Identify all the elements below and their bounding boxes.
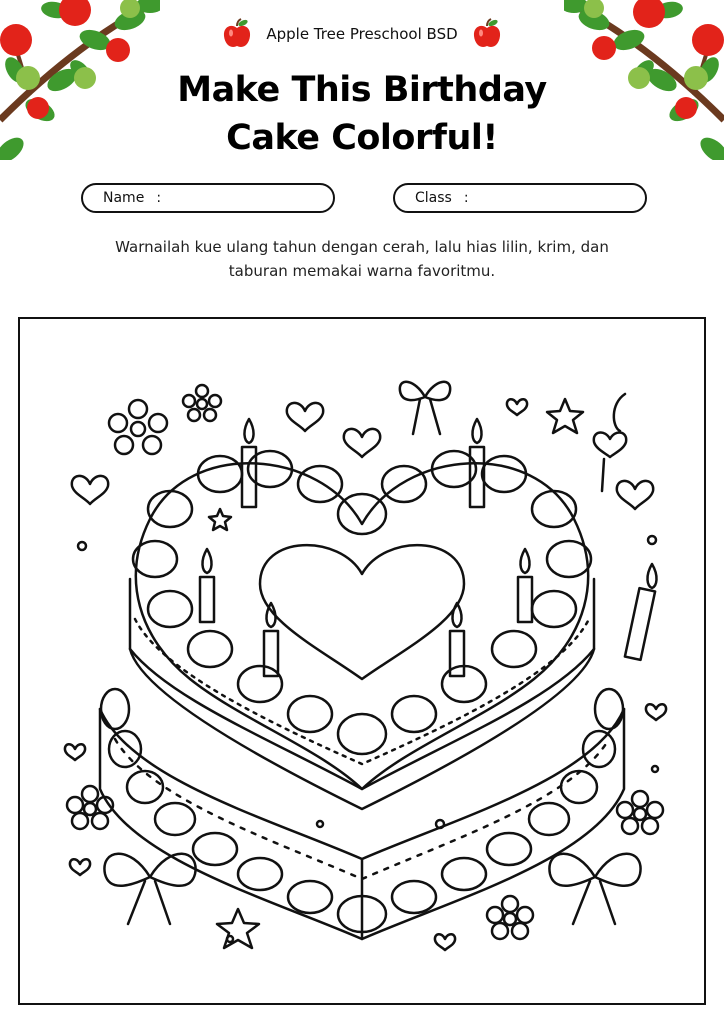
- name-label: Name: [103, 190, 145, 206]
- candles: [200, 419, 657, 676]
- cake-center-heart: [260, 545, 464, 679]
- school-name: Apple Tree Preschool BSD: [266, 25, 458, 43]
- cake-bottom-tier-top: [100, 709, 624, 859]
- instructions-text: [72, 235, 652, 283]
- class-label: Class: [415, 190, 452, 206]
- name-separator: :: [156, 190, 162, 206]
- title-line-2: Cake Colorful!: [226, 118, 498, 158]
- apple-icon: [222, 18, 252, 50]
- page-title: [0, 66, 724, 162]
- lollipop: [594, 394, 626, 491]
- school-header: [0, 18, 724, 50]
- title-line-1: Make This Birthday: [177, 70, 547, 110]
- class-separator: :: [463, 190, 469, 206]
- name-field[interactable]: [81, 183, 335, 213]
- heart-cake-illustration: [20, 319, 704, 1003]
- coloring-area[interactable]: [18, 317, 706, 1005]
- apple-icon: [472, 18, 502, 50]
- instructions-line-1: Warnailah kue ulang tahun dengan cerah, lalu hias lilin, krim, dan: [115, 238, 609, 256]
- instructions-line-2: taburan memakai warna favoritmu.: [228, 262, 496, 280]
- frosting-swirls: [133, 451, 591, 754]
- class-field[interactable]: [393, 183, 647, 213]
- cake-top-tier: [136, 463, 588, 789]
- pearl-border: [101, 689, 623, 932]
